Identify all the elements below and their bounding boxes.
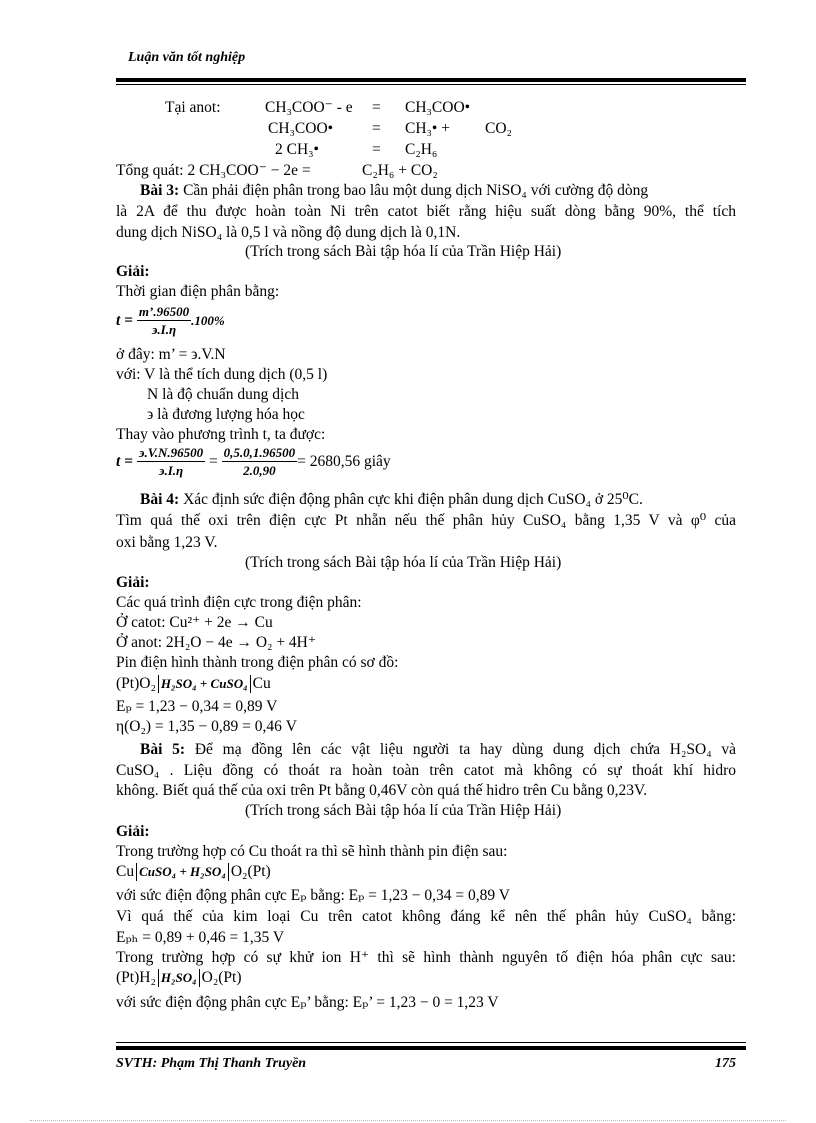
bai3-formula1: t = $\frac{m’.96500}{϶.I.\eta}$ .100% bbox=[116, 304, 225, 338]
bai3-s5: ϶ là đương lượng hóa học bbox=[147, 406, 305, 423]
bai4-source: (Trích trong sách Bài tập hóa lí của Trần Hiệp Hải) bbox=[245, 554, 562, 571]
bai5-s1: Trong trường hợp có Cu thoát ra thì sẽ hình thành pin điện sau: bbox=[116, 843, 508, 860]
bai5-title: Bài 5: bbox=[140, 741, 186, 758]
header-rule-thin bbox=[116, 84, 746, 85]
bai5-line3: không. Biết quá thế của oxi trên Pt bằng 0,46V còn quá thế hidro trên Cu bằng 0,23V. bbox=[116, 782, 648, 799]
bai3-s6: Thay vào phương trình t, ta được: bbox=[116, 426, 326, 443]
bai4-s6: η(O₂) = 1,35 − 0,89 = 0,46 V bbox=[116, 718, 297, 735]
bai3-formula2: t = $\frac{϶.V.N.96500}{϶.I.\eta}$ = $\frac{0,5.0,1.96500}{2.0,90}$ = 2680,56 giây bbox=[116, 445, 391, 479]
anot-r2-extra: CO₂ bbox=[485, 120, 512, 137]
page-header-title: Luận văn tốt nghiệp bbox=[128, 50, 246, 65]
footer-rule bbox=[116, 1046, 746, 1050]
bai5-line2: CuSO₄ . Liệu đồng có thoát ra hoàn toàn trên catot mà không có sự thoát khí hidro bbox=[116, 762, 736, 779]
bai3-line1: Bài 3: Cần phải điện phân trong bao lâu một dung dịch NiSO₄ với cường độ dòng bbox=[140, 182, 649, 199]
anot-total-label: Tổng quát: 2 CH₃COO⁻ − 2e = bbox=[116, 162, 311, 179]
bai3-source: (Trích trong sách Bài tập hóa lí của Trần Hiệp Hải) bbox=[245, 243, 562, 260]
anot-r2-rhs: CH₃• + bbox=[405, 120, 450, 137]
bai3-line3: dung dịch NiSO₄ là 0,5 l và nồng độ dung dịch là 0,1N. bbox=[116, 224, 461, 241]
bai5-line1: Bài 5: Để mạ đồng lên các vật liệu người ta hay dùng dung dịch chứa H₂SO₄ và bbox=[140, 741, 737, 758]
footer-page-number: 175 bbox=[715, 1056, 736, 1071]
anot-r2-lhs: CH₃COO• bbox=[268, 120, 334, 137]
bai4-s1: Các quá trình điện cực trong điện phân: bbox=[116, 594, 362, 611]
bai5-giai: Giải: bbox=[116, 823, 150, 840]
bai5-s4: Eₚₕ = 0,89 + 0,46 = 1,35 V bbox=[116, 929, 285, 946]
bai5-source: (Trích trong sách Bài tập hóa lí của Trần Hiệp Hải) bbox=[245, 802, 562, 819]
bai3-s2: ở đây: m’ = ϶.V.N bbox=[116, 346, 226, 363]
bai3-title: Bài 3: bbox=[140, 182, 180, 199]
bai4-line2: Tìm quá thế oxi trên điện cực Pt nhẵn nếu thế phân hủy CuSO₄ bằng 1,35 V và φ⁰ của bbox=[116, 512, 736, 529]
header-rule bbox=[116, 78, 746, 82]
bai3-line2: là 2A để thu được hoàn toàn Ni trên catot biết rằng hiệu suất dòng bằng 90%, thể tích bbox=[116, 203, 736, 220]
anot-r1-lhs: CH₃COO⁻ - e bbox=[265, 99, 353, 116]
anot-total-rhs: C₂H₆ + CO₂ bbox=[362, 162, 438, 179]
bai4-line3: oxi bằng 1,23 V. bbox=[116, 534, 218, 551]
anot-label: Tại anot: bbox=[165, 99, 221, 116]
bai4-s5: Eₚ = 1,23 − 0,34 = 0,89 V bbox=[116, 698, 278, 715]
bai5-s3: Vì quá thế của kim loại Cu trên catot không đáng kể nên thế phân hủy CuSO₄ bằng: bbox=[116, 908, 736, 925]
anot-r2-eq: = bbox=[372, 120, 381, 137]
anot-r3-eq: = bbox=[372, 141, 381, 158]
anot-r3-rhs: C₂H₆ bbox=[405, 141, 438, 158]
anot-r3-lhs: 2 CH₃• bbox=[275, 141, 319, 158]
bai5-cell2: (Pt)H₂ H₂SO₄ O₂(Pt) bbox=[116, 969, 242, 986]
bai3-s3: với: V là thể tích dung dịch (0,5 l) bbox=[116, 366, 328, 383]
bai4-giai: Giải: bbox=[116, 574, 150, 591]
anot-r1-rhs: CH₃COO• bbox=[405, 99, 471, 116]
bai5-s2: với sức điện động phân cực Eₚ bằng: Eₚ = 1,23 − 0,34 = 0,89 V bbox=[116, 887, 510, 904]
bai4-s2: Ở catot: Cu²⁺ + 2e → Cu bbox=[116, 614, 273, 631]
bai5-cell1: Cu CuSO₄ + H₂SO₄ O₂(Pt) bbox=[116, 863, 271, 880]
bai4-cell: (Pt)O₂ H₂SO₄ + CuSO₄ Cu bbox=[116, 675, 271, 692]
bai5-s5: Trong trường hợp có sự khử ion H⁺ thì sẽ hình thành nguyên tố điện hóa phân cực sau: bbox=[116, 949, 736, 966]
bai4-title: Bài 4: bbox=[140, 491, 180, 508]
bai4-s4: Pin điện hình thành trong điện phân có sơ đồ: bbox=[116, 654, 399, 671]
bai3-s1: Thời gian điện phân bằng: bbox=[116, 283, 280, 300]
footer-rule-thin bbox=[116, 1042, 746, 1043]
bai4-line1: Bài 4: Xác định sức điện động phân cực khi điện phân dung dịch CuSO₄ ở 25⁰C. bbox=[140, 491, 643, 508]
page-bottom-dotted-line bbox=[30, 1120, 786, 1121]
bai5-s6: với sức điện động phân cực Eₚ’ bằng: Eₚ’ = 1,23 − 0 = 1,23 V bbox=[116, 994, 499, 1011]
bai3-giai: Giải: bbox=[116, 263, 150, 280]
bai3-s4: N là độ chuẩn dung dịch bbox=[147, 386, 299, 403]
bai4-s3: Ở anot: 2H₂O − 4e → O₂ + 4H⁺ bbox=[116, 634, 317, 651]
footer-author: SVTH: Phạm Thị Thanh Truyền bbox=[116, 1056, 307, 1071]
anot-r1-eq: = bbox=[372, 99, 381, 116]
